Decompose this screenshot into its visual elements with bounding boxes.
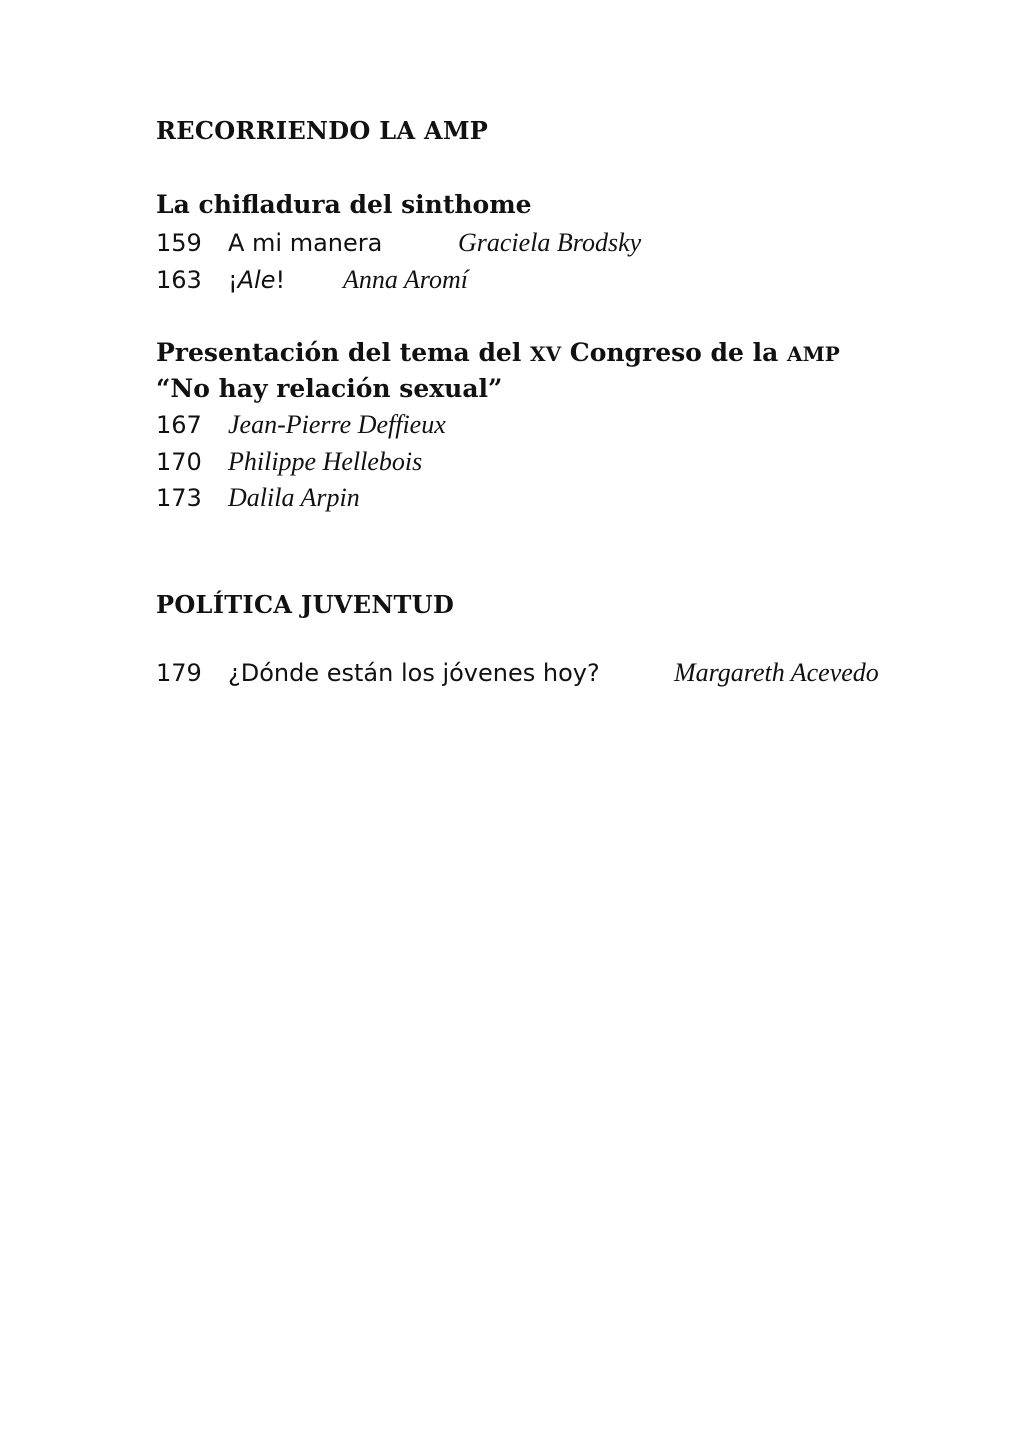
subsection-heading-prefix: La chifladura del — [156, 190, 402, 219]
subsection-heading-bold: sinthome — [401, 190, 532, 219]
entry-author: Philippe Hellebois — [228, 447, 423, 476]
subsection-heading-line2: “No hay relación sexual” — [156, 374, 503, 403]
page-number: 173 — [156, 484, 202, 512]
toc-entry[interactable] — [156, 410, 446, 444]
toc-entry[interactable] — [156, 483, 360, 517]
section-heading-politica: POLÍTICA JUVENTUD — [156, 590, 455, 619]
entry-title-close: ! — [275, 266, 286, 294]
page-number: 163 — [156, 266, 202, 294]
section-heading-recorriendo: RECORRIENDO LA AMP — [156, 116, 489, 145]
toc-entry[interactable] — [156, 447, 422, 481]
entry-author: Margareth Acevedo — [674, 658, 879, 687]
entry-author: Graciela Brodsky — [458, 228, 642, 257]
subsection-heading-line1-a: Presentación del tema del — [156, 338, 531, 367]
subsection-heading-chifladura — [156, 190, 532, 219]
subsection-heading-line1-sc1: XV — [530, 342, 562, 366]
entry-author: Dalila Arpin — [228, 483, 360, 512]
subsection-heading-line1-sc2: AMP — [787, 342, 840, 366]
entry-title: ¿Dónde están los jóvenes hoy? — [228, 659, 600, 687]
entry-title: A mi manera — [228, 229, 383, 257]
page-number: 179 — [156, 659, 202, 687]
entry-title-italic: Ale — [237, 266, 276, 294]
subsection-heading-presentacion — [156, 338, 840, 367]
entry-title-open: ¡ — [228, 266, 238, 294]
page-number: 167 — [156, 411, 202, 439]
toc-entry[interactable] — [156, 658, 879, 692]
page-number: 159 — [156, 229, 202, 257]
subsection-heading-line1-b: Congreso de la — [561, 338, 788, 367]
entry-author: Jean-Pierre Deffieux — [228, 410, 446, 439]
entry-author: Anna Aromí — [343, 265, 468, 294]
toc-entry[interactable] — [156, 265, 468, 299]
page-number: 170 — [156, 448, 202, 476]
entry-title — [228, 266, 343, 294]
toc-entry[interactable] — [156, 228, 641, 262]
